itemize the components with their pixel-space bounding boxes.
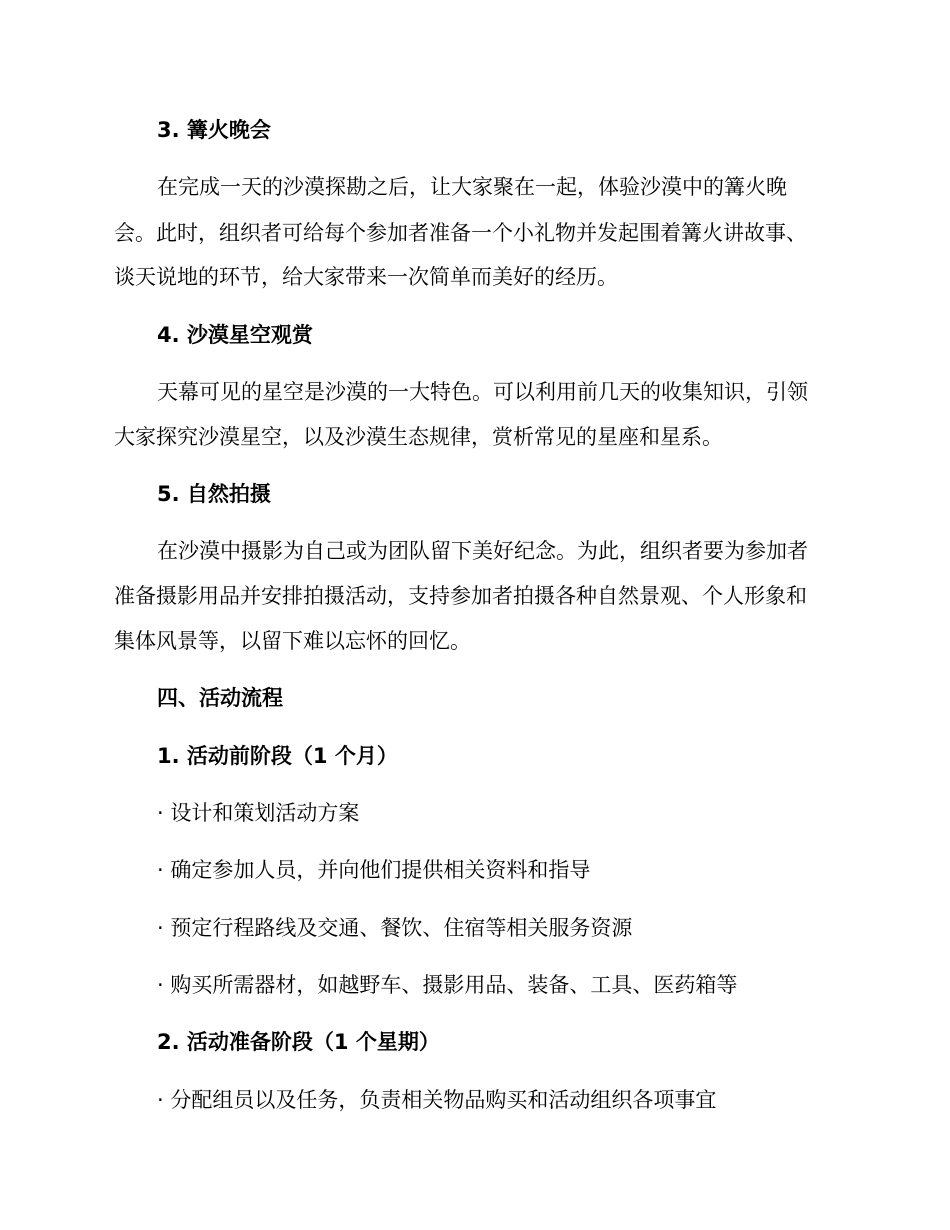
phase-heading-pre: 1. 活动前阶段（1 个月） (157, 744, 398, 768)
section-heading-stargazing: 4. 沙漠星空观赏 (157, 323, 313, 347)
paragraph-line: 准备摄影用品并安排拍摄活动，支持参加者拍摄各种自然景观、个人形象和 (114, 584, 807, 608)
paragraph-line: 会。此时，组织者可给每个参加者准备一个小礼物并发起围着篝火讲故事、 (114, 221, 807, 245)
paragraph-line: 谈天说地的环节，给大家带来一次简单而美好的经历。 (114, 265, 618, 289)
paragraph-line: 集体风景等，以留下难以忘怀的回忆。 (114, 629, 471, 653)
list-item: · 确定参加人员，并向他们提供相关资料和指导 (157, 858, 591, 882)
section-heading-bonfire: 3. 篝火晚会 (157, 118, 271, 142)
list-item: · 购买所需器材，如越野车、摄影用品、装备、工具、医药箱等 (157, 973, 738, 997)
list-item: · 预定行程路线及交通、餐饮、住宿等相关服务资源 (157, 916, 633, 940)
paragraph-line: 天幕可见的星空是沙漠的一大特色。可以利用前几天的收集知识，引领 (157, 380, 808, 404)
phase-heading-prep: 2. 活动准备阶段（1 个星期） (157, 1030, 440, 1054)
section-heading-photography: 5. 自然拍摄 (157, 482, 271, 506)
part-heading-process: 四、活动流程 (157, 686, 283, 710)
list-item: · 设计和策划活动方案 (157, 801, 360, 825)
paragraph-line: 大家探究沙漠星空，以及沙漠生态规律，赏析常见的星座和星系。 (114, 425, 723, 449)
paragraph-line: 在完成一天的沙漠探勘之后，让大家聚在一起，体验沙漠中的篝火晚 (157, 175, 787, 199)
list-item: · 分配组员以及任务，负责相关物品购买和活动组织各项事宜 (157, 1088, 717, 1112)
paragraph-line: 在沙漠中摄影为自己或为团队留下美好纪念。为此，组织者要为参加者 (157, 539, 808, 563)
